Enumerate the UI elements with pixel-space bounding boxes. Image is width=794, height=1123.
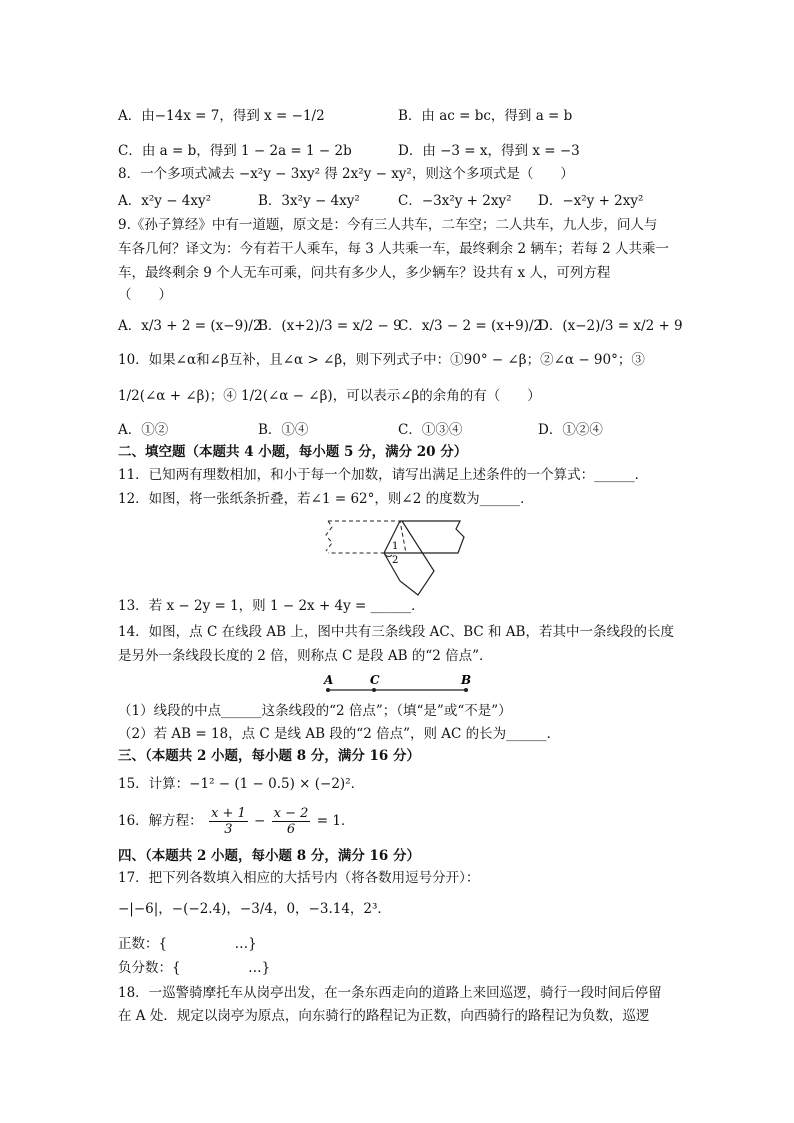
section-2-heading: 二、填空题（本题共 4 小题，每小题 5 分，满分 20 分） xyxy=(118,444,468,460)
q10-option-a: A．①② xyxy=(118,422,169,438)
q16-numerator-1: x + 1 xyxy=(210,806,246,821)
q12-angle-2-label: 2 xyxy=(392,555,399,566)
q14-point-a-label: A xyxy=(324,673,334,687)
q18-line-2: 在 A 处．规定以岗亭为原点，向东骑行的路程记为正数，向西骑行的路程记为负数，巡逻 xyxy=(118,1008,650,1024)
q7-option-a: A．由−14x = 7，得到 x = −1/2 xyxy=(118,108,325,124)
q12-angle-1-label: 1 xyxy=(392,541,399,552)
q16-prefix: 16．解方程： xyxy=(118,813,203,829)
q14-point-c-label: C xyxy=(370,673,380,687)
q16-denominator-2: 6 xyxy=(286,822,296,837)
q18-line-1: 18．一巡警骑摩托车从岗亭出发，在一条东西走向的道路上来回巡逻，骑行一段时间后停留 xyxy=(118,985,662,1001)
q9-option-d: D．(x−2)/3 = x/2 + 9 xyxy=(538,318,683,334)
q10-option-b: B．①④ xyxy=(258,422,309,438)
q14-segment-figure xyxy=(320,672,480,702)
q8-option-d: D．−x²y + 2xy² xyxy=(538,193,644,209)
q8-option-b: B．3x²y − 4xy² xyxy=(258,193,360,209)
q12-folded-strip-figure xyxy=(322,515,472,595)
q9-option-c: C．x/3 − 2 = (x+9)/2 xyxy=(398,318,543,334)
q16-tail: = 1． xyxy=(316,813,355,829)
q7-option-c: C．由 a = b，得到 1 − 2a = 1 − 2b xyxy=(118,143,352,159)
q7-option-b: B．由 ac = bc，得到 a = b xyxy=(398,108,573,124)
q9-line-1: 9.《孙子算经》中有一道题，原文是：今有三人共车，二车空；二人共车，九人步，问人与 xyxy=(118,217,658,233)
q17-stem: 17．把下列各数填入相应的大括号内（将各数用逗号分开）： xyxy=(118,870,480,886)
q8-option-a: A．x²y − 4xy² xyxy=(118,193,212,209)
q14-sub-2: （2）若 AB = 18，点 C 是线 AB 段的“2 倍点”，则 AC 的长为______． xyxy=(118,726,561,742)
q17-numbers: −|−6|，−(−2.4)，−3/4，0，−3.14，2³． xyxy=(118,901,391,917)
q8-option-c: C．−3x²y + 2xy² xyxy=(398,193,512,209)
q11-text: 11．已知两有理数相加，和小于每一个加数，请写出满足上述条件的一个算式：______． xyxy=(118,467,649,483)
q9-option-a: A．x/3 + 2 = (x−9)/2 xyxy=(118,318,262,334)
q17-negative-fraction-set: 负分数：{ …} xyxy=(118,960,271,976)
q16-denominator-1: 3 xyxy=(224,822,233,837)
q7-option-d: D．由 −3 = x，得到 x = −3 xyxy=(398,143,580,159)
q9-option-b: B．(x+2)/3 = x/2 − 9 xyxy=(258,318,402,334)
q16-text: 16．解方程： $\frac{x + 1}{3}$ − $\frac{x - 2}{6}$ = 1． xyxy=(118,806,355,837)
q9-line-2: 车各几何？译文为：今有若干人乘车，每 3 人共乘一车，最终剩余 2 辆车；若每 2 人共乘一 xyxy=(118,241,670,257)
q10-line-2: 1/2(∠α + ∠β)；④ 1/2(∠α − ∠β)，可以表示∠β的余角的有（ ） xyxy=(118,388,541,404)
q17-positive-set: 正数：{ …} xyxy=(118,936,257,952)
q16-fraction-2 xyxy=(272,806,311,837)
q9-line-4: （ ） xyxy=(118,287,172,303)
q14-sub-1: （1）线段的中点______这条线段的“2 倍点”；（填“是”或“不是”） xyxy=(118,703,512,719)
q10-option-c: C．①③④ xyxy=(398,422,463,438)
q10-line-1: 10．如果∠α和∠β互补，且∠α > ∠β，则下列式子中：①90° − ∠β；②∠α − 90°；③ xyxy=(118,352,645,368)
q14-line-1: 14．如图，点 C 在线段 AB 上，图中共有三条线段 AC、BC 和 AB，若其中一条线段的长度 xyxy=(118,624,674,640)
q14-point-b-label: B xyxy=(461,673,472,687)
q9-line-3: 车，最终剩余 9 个人无车可乘，问共有多少人，多少辆车？设共有 x 人，可列方程 xyxy=(118,265,611,281)
section-4-heading: 四、（本题共 2 小题，每小题 8 分，满分 16 分） xyxy=(118,848,421,864)
q8-stem: 8．一个多项式减去 −x²y − 3xy² 得 2x²y − xy²，则这个多项式是（ ） xyxy=(118,166,574,182)
q15-text: 15．计算：−1² − (1 − 0.5) × (−2)²． xyxy=(118,776,365,792)
q16-fraction-1 xyxy=(209,806,248,837)
q16-numerator-2: x − 2 xyxy=(273,806,309,821)
q12-text: 12．如图，将一张纸条折叠，若∠1 = 62°，则∠2 的度数为______． xyxy=(118,491,534,507)
q13-text: 13．若 x − 2y = 1，则 1 − 2x + 4y = ______． xyxy=(118,598,425,614)
q14-line-2: 是另外一条线段长度的 2 倍，则称点 C 是段 AB 的“2 倍点”． xyxy=(118,648,493,664)
section-3-heading: 三、（本题共 2 小题，每小题 8 分，满分 16 分） xyxy=(118,748,421,764)
q10-option-d: D．①②④ xyxy=(538,422,603,438)
